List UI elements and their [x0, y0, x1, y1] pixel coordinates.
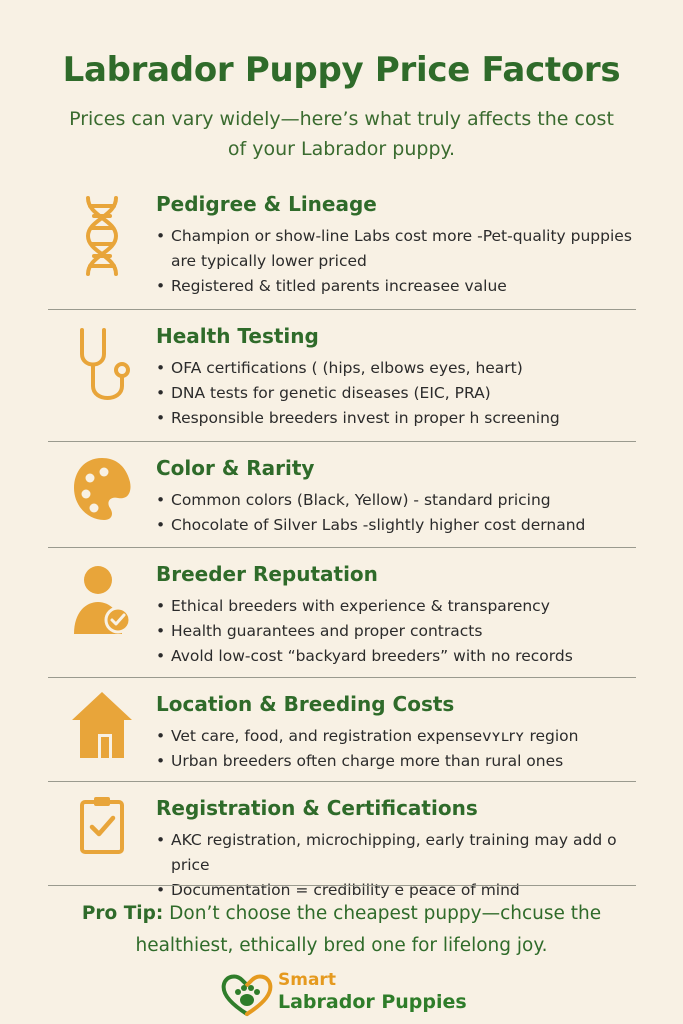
list-item: • Documentation = credibility e peace of mind	[156, 878, 636, 903]
divider	[48, 781, 636, 782]
dna-icon	[70, 194, 134, 278]
logo	[220, 968, 470, 1020]
paw-heart-icon	[220, 970, 274, 1018]
bullet-list	[156, 488, 636, 538]
list-item: • Urban breeders often charge more than rural ones	[156, 749, 636, 774]
list-item: • AKC registration, microchipping, early training may add o price	[156, 828, 636, 878]
section-heading: Registration & Certifications	[156, 796, 478, 820]
list-item: • OFA certifications ( (hips, elbows eyes, heart)	[156, 356, 636, 381]
list-item: • Champion or show-line Labs cost more -Pet-quality puppies are typically lower priced	[156, 224, 636, 274]
divider	[48, 677, 636, 678]
pro-tip-label: Pro Tip:	[81, 903, 164, 924]
logo-text	[278, 970, 467, 1014]
section-heading: Pedigree & Lineage	[156, 192, 377, 216]
divider	[48, 309, 636, 310]
divider	[48, 547, 636, 548]
logo-line-1: Smart	[278, 970, 336, 990]
clipboard-check-icon	[70, 794, 134, 856]
verified-person-icon	[70, 562, 134, 640]
logo-line-2: Labrador Puppies	[278, 991, 467, 1013]
list-item: • Health guarantees and proper contracts	[156, 619, 636, 644]
list-item: • Vet care, food, and registration expensevʏʟrʏ region	[156, 724, 636, 749]
list-item: • Common colors (Black, Yellow) - standard pricing	[156, 488, 636, 513]
palette-icon	[70, 454, 134, 526]
list-item: • DNA tests for genetic diseases (EIC, PRA)	[156, 381, 636, 406]
section-heading: Breeder Reputation	[156, 562, 378, 586]
list-item: • Ethical breeders with experience & transparency	[156, 594, 636, 619]
stethoscope-icon	[70, 324, 134, 408]
section-health-testing	[48, 318, 636, 440]
section-breeder-reputation	[48, 556, 636, 676]
bullet-list	[156, 356, 636, 431]
bullet-list	[156, 724, 636, 774]
section-location-costs	[48, 686, 636, 780]
list-item: • Responsible breeders invest in proper h screening	[156, 406, 636, 431]
house-icon	[70, 688, 134, 762]
section-heading: Health Testing	[156, 324, 319, 348]
section-heading: Location & Breeding Costs	[156, 692, 455, 716]
bullet-list	[156, 828, 636, 903]
section-color-rarity	[48, 450, 636, 546]
divider	[48, 885, 636, 886]
list-item: • Avold low-cost “backyard breeders” with no records	[156, 644, 636, 669]
page-subtitle: Prices can vary widely—here’s what truly affects the cost of your Labrador puppy.	[69, 108, 614, 160]
pro-tip-text: Don’t choose the cheapest puppy—chcuse the healthiest, ethically bred one for lifelong joy.	[135, 903, 602, 956]
pro-tip	[40, 898, 643, 962]
section-pedigree	[48, 186, 636, 308]
section-registration	[48, 790, 636, 899]
list-item: • Registered & titled parents increasee value	[156, 274, 636, 299]
page-title: Labrador Puppy Price Factors	[62, 50, 621, 90]
bullet-list	[156, 224, 636, 299]
bullet-list	[156, 594, 636, 669]
list-item: • Chocolate of Silver Labs -slightly higher cost dernand	[156, 513, 636, 538]
divider	[48, 441, 636, 442]
section-heading: Color & Rarity	[156, 456, 315, 480]
